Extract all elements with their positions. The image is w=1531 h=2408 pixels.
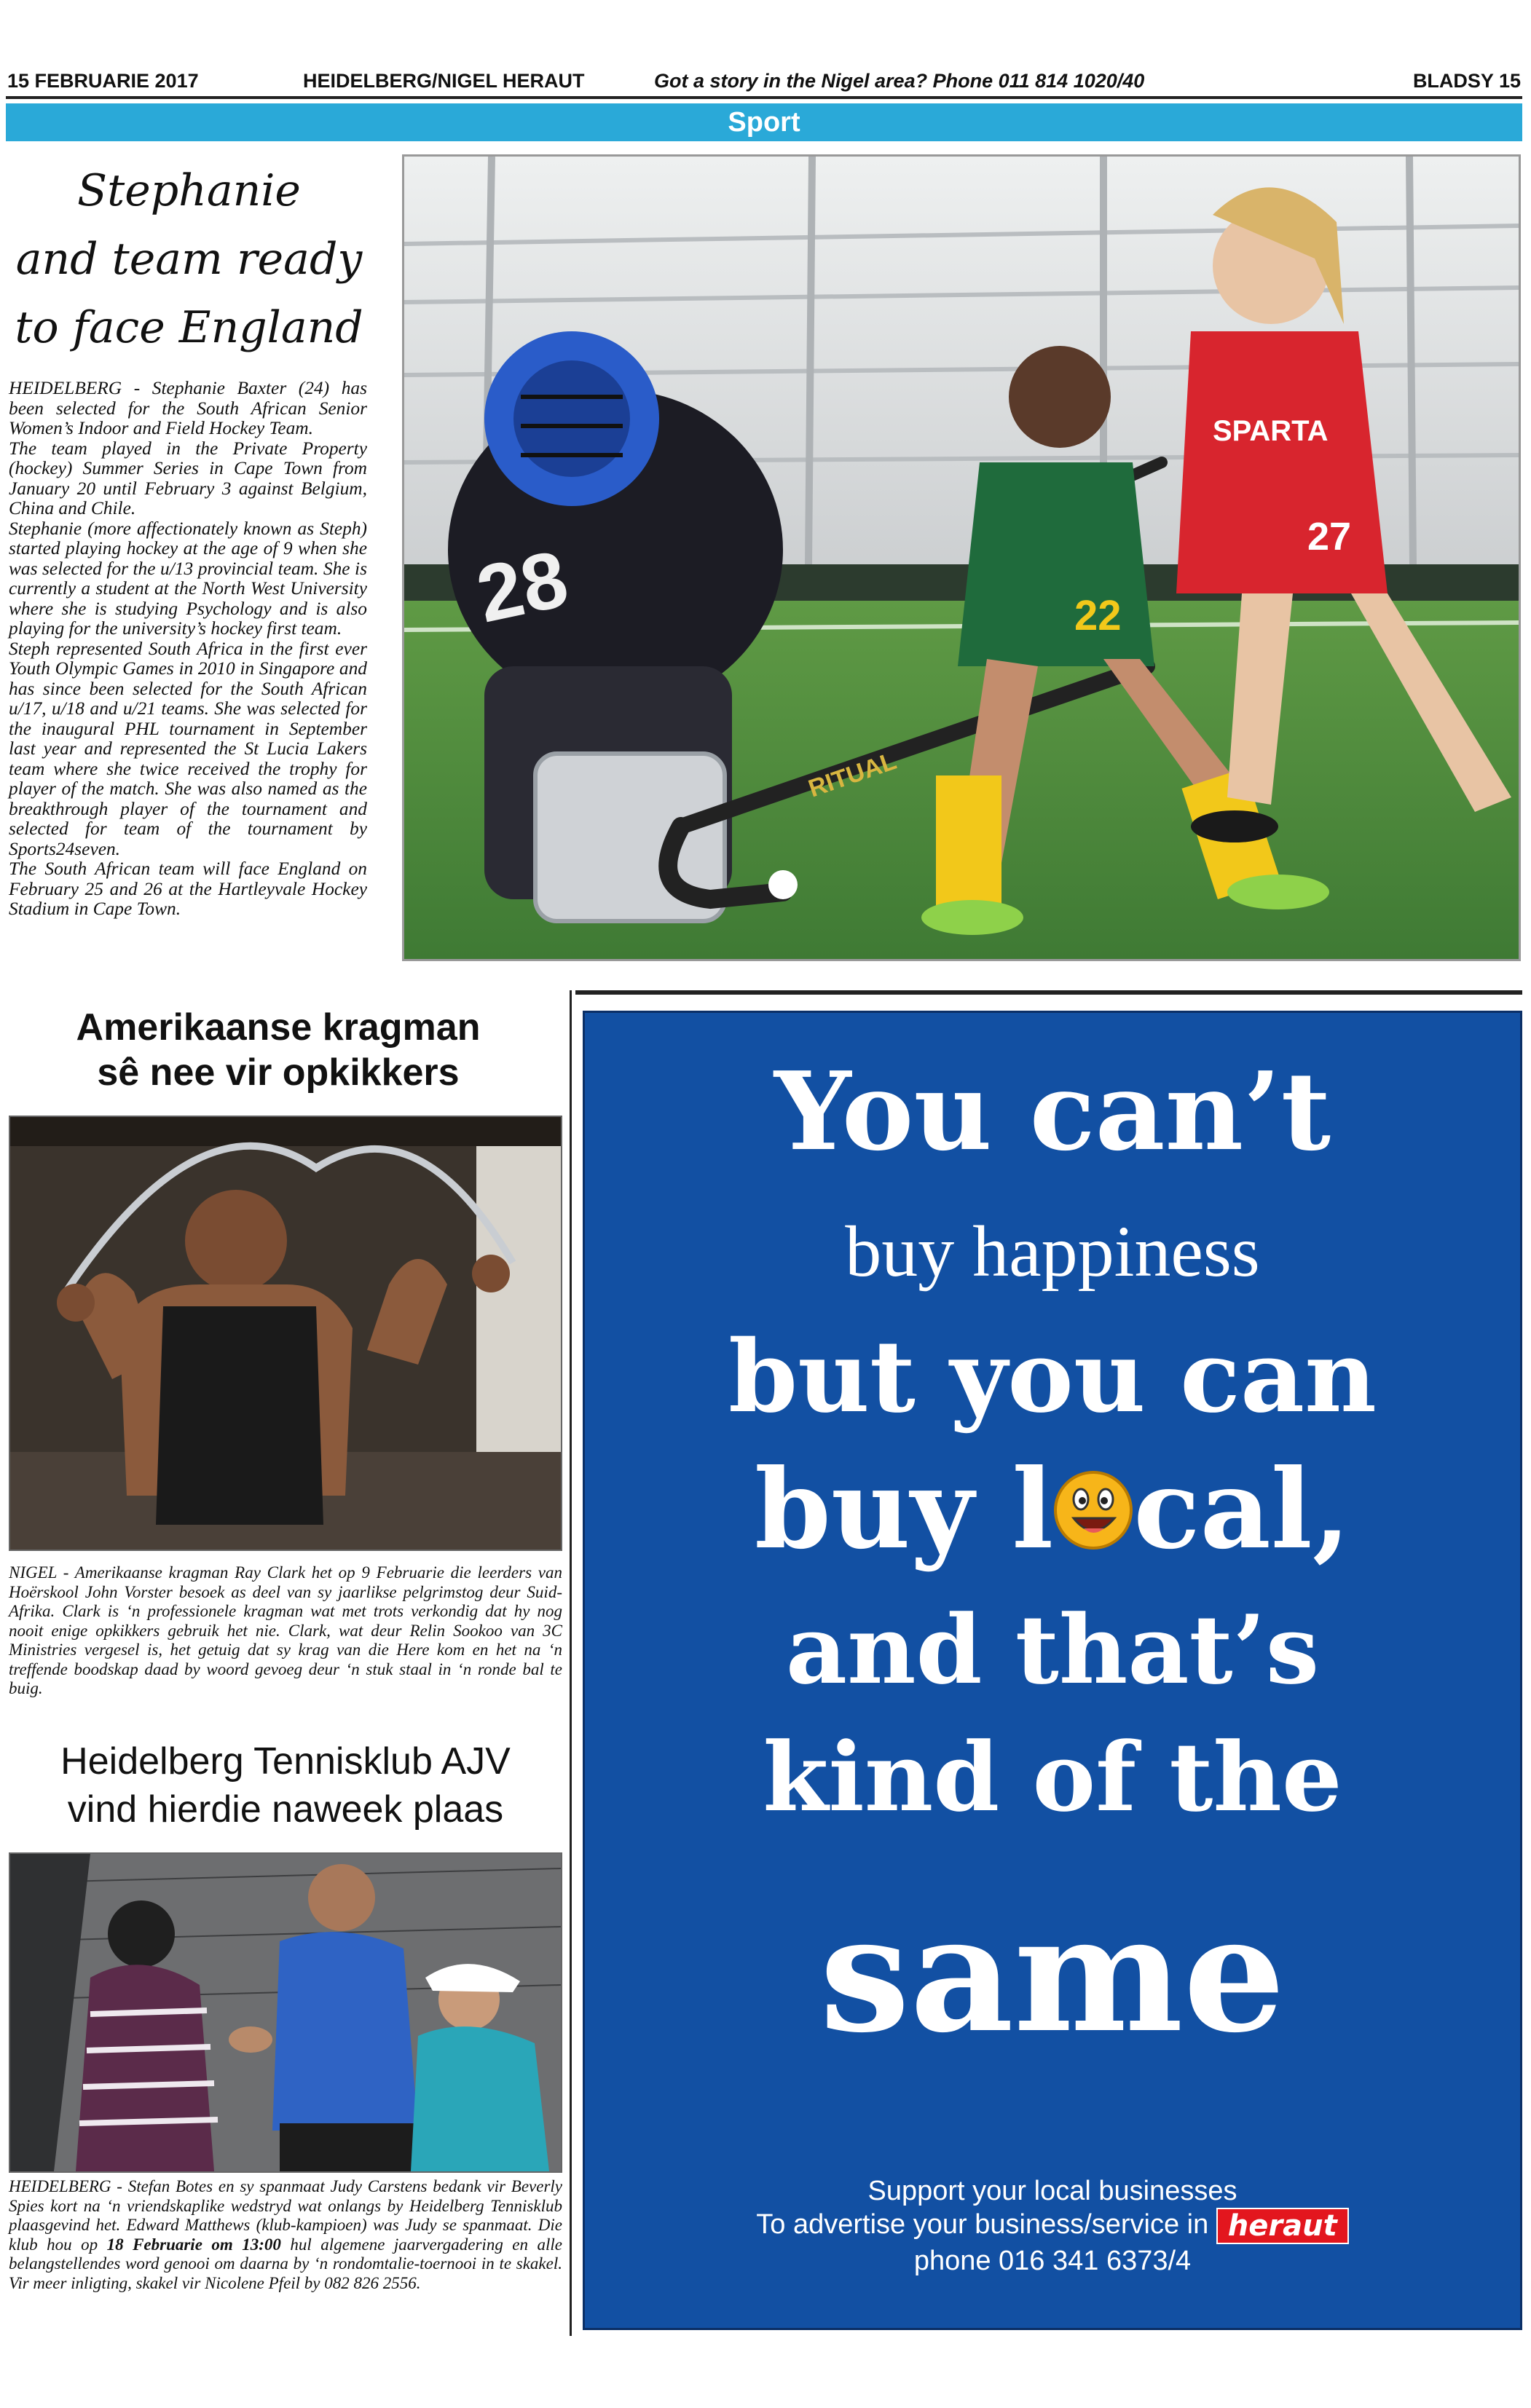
section-bar: Sport	[6, 103, 1522, 141]
issue-date: 15 FEBRUARIE 2017	[7, 70, 199, 92]
story1-paragraph: The team played in the Private Property (hockey) Summer Series in Cape Town from January 20 until February 3 against Belgium, China and Chile.	[9, 438, 367, 518]
smiley-icon	[1053, 1470, 1133, 1550]
ad-advertise-row	[585, 2208, 1520, 2244]
ad-line: You can’t	[774, 1048, 1331, 1175]
ad-advertise-text: To advertise your business/service in	[756, 2209, 1209, 2241]
ad-line: and that’s	[785, 1594, 1320, 1705]
buy-local-advert	[583, 1011, 1522, 2330]
story1-headline-line: and team ready	[15, 234, 363, 285]
paper-name: HEIDELBERG/NIGEL HERAUT	[303, 70, 585, 92]
column-rule	[570, 990, 572, 2336]
story1-paragraph: The South African team will face England on February 25 and 26 at the Hartleyvale Hockey Stadium in Cape Town.	[9, 858, 367, 919]
strongman-photo-illustration	[10, 1117, 561, 1550]
ad-line: kind of the	[763, 1721, 1342, 1833]
story3-body-text: hul algemene jaarvergadering en alle belangstellendes word genooi om daarna by ‘n rondomtalie-toernooi in te skakel. Vir meer inligting, skakel vir Nicolene Pfeil by 082 826 2556.	[9, 2235, 562, 2292]
ad-top-rule	[575, 990, 1522, 995]
shirt-number-center: 22	[1074, 592, 1122, 639]
story3-headline-line: vind hierdie naweek plaas	[67, 1788, 504, 1831]
hockey-photo-illustration	[404, 157, 1519, 959]
stick-text: RITUAL	[805, 747, 900, 803]
masthead	[6, 67, 1522, 99]
shirt-number-left: 28	[469, 533, 575, 640]
ad-line-buy-local	[585, 1446, 1520, 1574]
chest-text: SPARTA	[1213, 415, 1329, 447]
story2-body: NIGEL - Amerikaanse kragman Ray Clark het op 9 Februarie die leerders van Hoërskool John Vorster besoek as deel van sy jaarlikse pelgrimstog deur Suid-Afrika. Clark is ‘n professionele kragman wat met trots verkondig dat hy nog nooit enige opkikkers gebruik het nie. Clark, wat deur Relin Sookoo van 3C Ministries vergesel is, het getuig dat sy krag van die Here kom en het na ‘n treffende boodskap daad by woord gevoeg deur ‘n stuk staal in ‘n ronde bal te buig.	[9, 1563, 562, 1697]
story3-body-text: HEIDELBERG - Stefan Botes en sy spanmaat Judy Carstens bedank vir Beverly Spies kort na ‘n vriendskaplike wedstryd wat onlangs by Heidelberg Tennisklub plaasgevind het. Edward Matthews (klub-kampioen) was Judy se spanmaat. Die klub hou op	[9, 2177, 562, 2254]
shirt-number-right: 27	[1307, 515, 1352, 558]
story3-headline-line: Heidelberg Tennisklub AJV	[60, 1740, 511, 1783]
tennis-photo-illustration	[10, 1854, 561, 2171]
heraut-logo: heraut	[1216, 2208, 1349, 2244]
story-tip: Got a story in the Nigel area? Phone 011 814 1020/40	[654, 70, 1145, 92]
ad-line-big: same	[819, 1879, 1286, 2068]
story1-body	[9, 379, 367, 920]
story2-headline-line: sê nee vir opkikkers	[97, 1051, 460, 1094]
story3-body	[9, 2177, 562, 2293]
story1-paragraph: Steph represented South Africa in the first ever Youth Olympic Games in 2010 in Singapore and has since been selected for the South African u/17, u/18 and u/21 teams. She was selected for the inaugural PHL tournament in September last year and represented the St Lucia Lakers team where she twice received the trophy for player of the match. She was also named as the breakthrough player of the tournament and selected for team of the tournament by Sports24seven.	[9, 638, 367, 859]
ad-phone: phone 016 341 6373/4	[913, 2246, 1192, 2276]
ad-line: buy happiness	[845, 1211, 1260, 1292]
ad-line: but you can	[728, 1319, 1377, 1435]
ad-line-text: buy l	[754, 1445, 1054, 1574]
story1-headline-line: Stephanie	[77, 165, 301, 216]
story2-headline	[9, 1005, 548, 1095]
strongman-photo	[9, 1116, 562, 1551]
story3-meeting-date: 18 Februarie om 13:00	[106, 2235, 281, 2254]
ad-footer	[585, 2174, 1520, 2278]
story1-paragraph: Stephanie (more affectionately known as Steph) started playing hockey at the age of 9 when she was selected for the u/13 provincial team. She is currently a student at the North West University where she is studying Psychology and is also playing for the university’s hockey first team.	[9, 518, 367, 639]
story2-headline-line: Amerikaanse kragman	[76, 1006, 481, 1049]
tennis-photo	[9, 1852, 562, 2173]
story1-paragraph: HEIDELBERG - Stephanie Baxter (24) has been selected for the South African Senior Women’s Indoor and Field Hockey Team.	[9, 378, 367, 438]
story1-headline-line: to face England	[15, 302, 363, 353]
page-number: BLADSY 15	[1412, 70, 1521, 92]
ad-support-text: Support your local businesses	[867, 2176, 1237, 2206]
story1-headline	[9, 157, 369, 362]
hockey-photo	[402, 154, 1521, 961]
story3-headline	[9, 1737, 562, 1833]
ad-line-text: cal,	[1133, 1445, 1351, 1574]
